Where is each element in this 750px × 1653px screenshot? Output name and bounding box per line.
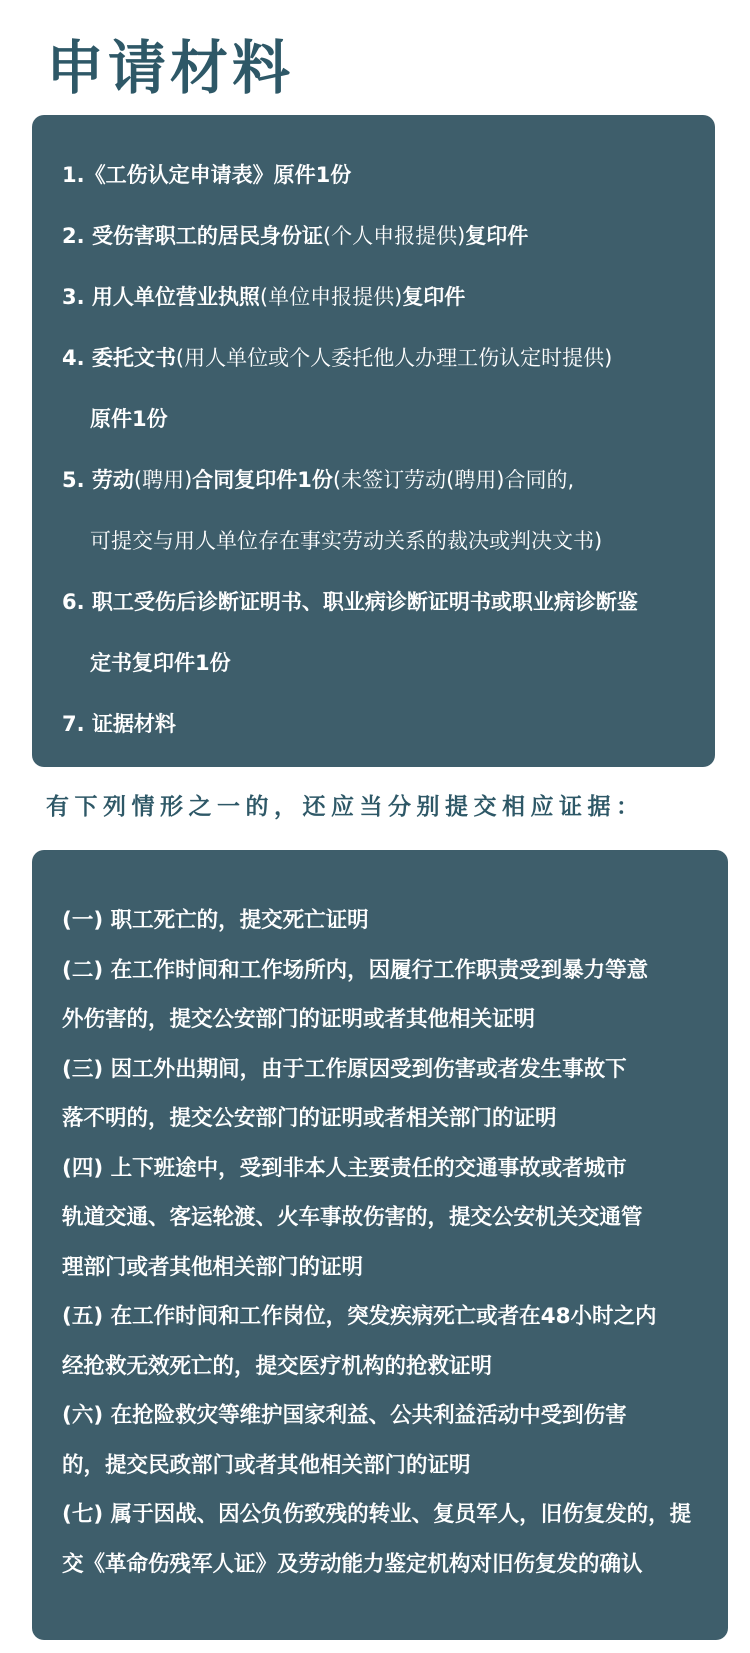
evidence-line: 理部门或者其他相关部门的证明 — [62, 1254, 364, 1280]
material-item-continuation: 原件1份 — [90, 407, 168, 431]
material-item: 5. 劳动(聘用)合同复印件1份(未签订劳动(聘用)合同的, — [62, 468, 575, 492]
evidence-line: 落不明的，提交公安部门的证明或者相关部门的证明 — [62, 1106, 557, 1131]
evidence-line: (六) 在抢险救灾等维护国家利益、公共利益活动中受到伤害 — [62, 1403, 627, 1428]
material-item: 3. 用人单位营业执照(单位申报提供)复印件 — [62, 285, 466, 309]
evidence-line: 经抢救无效死亡的，提交医疗机构的抢救证明 — [62, 1353, 493, 1379]
evidence-line: 外伤害的，提交公安部门的证明或者其他相关证明 — [62, 1007, 536, 1032]
evidence-line: 的，提交民政部门或者其他相关部门的证明 — [62, 1452, 471, 1478]
material-item: 6. 职工受伤后诊断证明书、职业病诊断证明书或职业病诊断鉴 — [62, 590, 638, 614]
evidence-line: (一) 职工死亡的，提交死亡证明 — [62, 908, 369, 933]
evidence-card — [32, 850, 728, 1640]
evidence-line: (二) 在工作时间和工作场所内，因履行工作职责受到暴力等意 — [62, 957, 649, 983]
material-item-continuation: 可提交与用人单位存在事实劳动关系的裁决或判决文书) — [90, 529, 603, 553]
evidence-line: (七) 属于因战、因公负伤致残的转业、复员军人，旧伤复发的，提 — [62, 1502, 692, 1527]
evidence-subheading: 有下列情形之一的，还应当分别提交相应证据： — [46, 794, 645, 820]
material-item: 4. 委托文书(用人单位或个人委托他人办理工伤认定时提供) — [62, 346, 613, 370]
evidence-line: 交《革命伤残军人证》及劳动能力鉴定机构对旧伤复发的确认 — [62, 1551, 643, 1577]
material-item: 7. 证据材料 — [62, 712, 176, 736]
evidence-line: (五) 在工作时间和工作岗位，突发疾病死亡或者在48小时之内 — [62, 1304, 657, 1329]
materials-card — [32, 115, 715, 767]
page-title: 申请材料 — [46, 34, 295, 102]
material-item: 1.《工伤认定申请表》原件1份 — [62, 163, 352, 187]
material-item-continuation: 定书复印件1份 — [90, 651, 231, 675]
evidence-line: (三) 因工外出期间，由于工作原因受到伤害或者发生事故下 — [62, 1056, 627, 1082]
evidence-line: 轨道交通、客运轮渡、火车事故伤害的，提交公安机关交通管 — [62, 1205, 643, 1230]
evidence-line: (四) 上下班途中，受到非本人主要责任的交通事故或者城市 — [62, 1155, 627, 1181]
material-item: 2. 受伤害职工的居民身份证(个人申报提供)复印件 — [62, 224, 529, 248]
